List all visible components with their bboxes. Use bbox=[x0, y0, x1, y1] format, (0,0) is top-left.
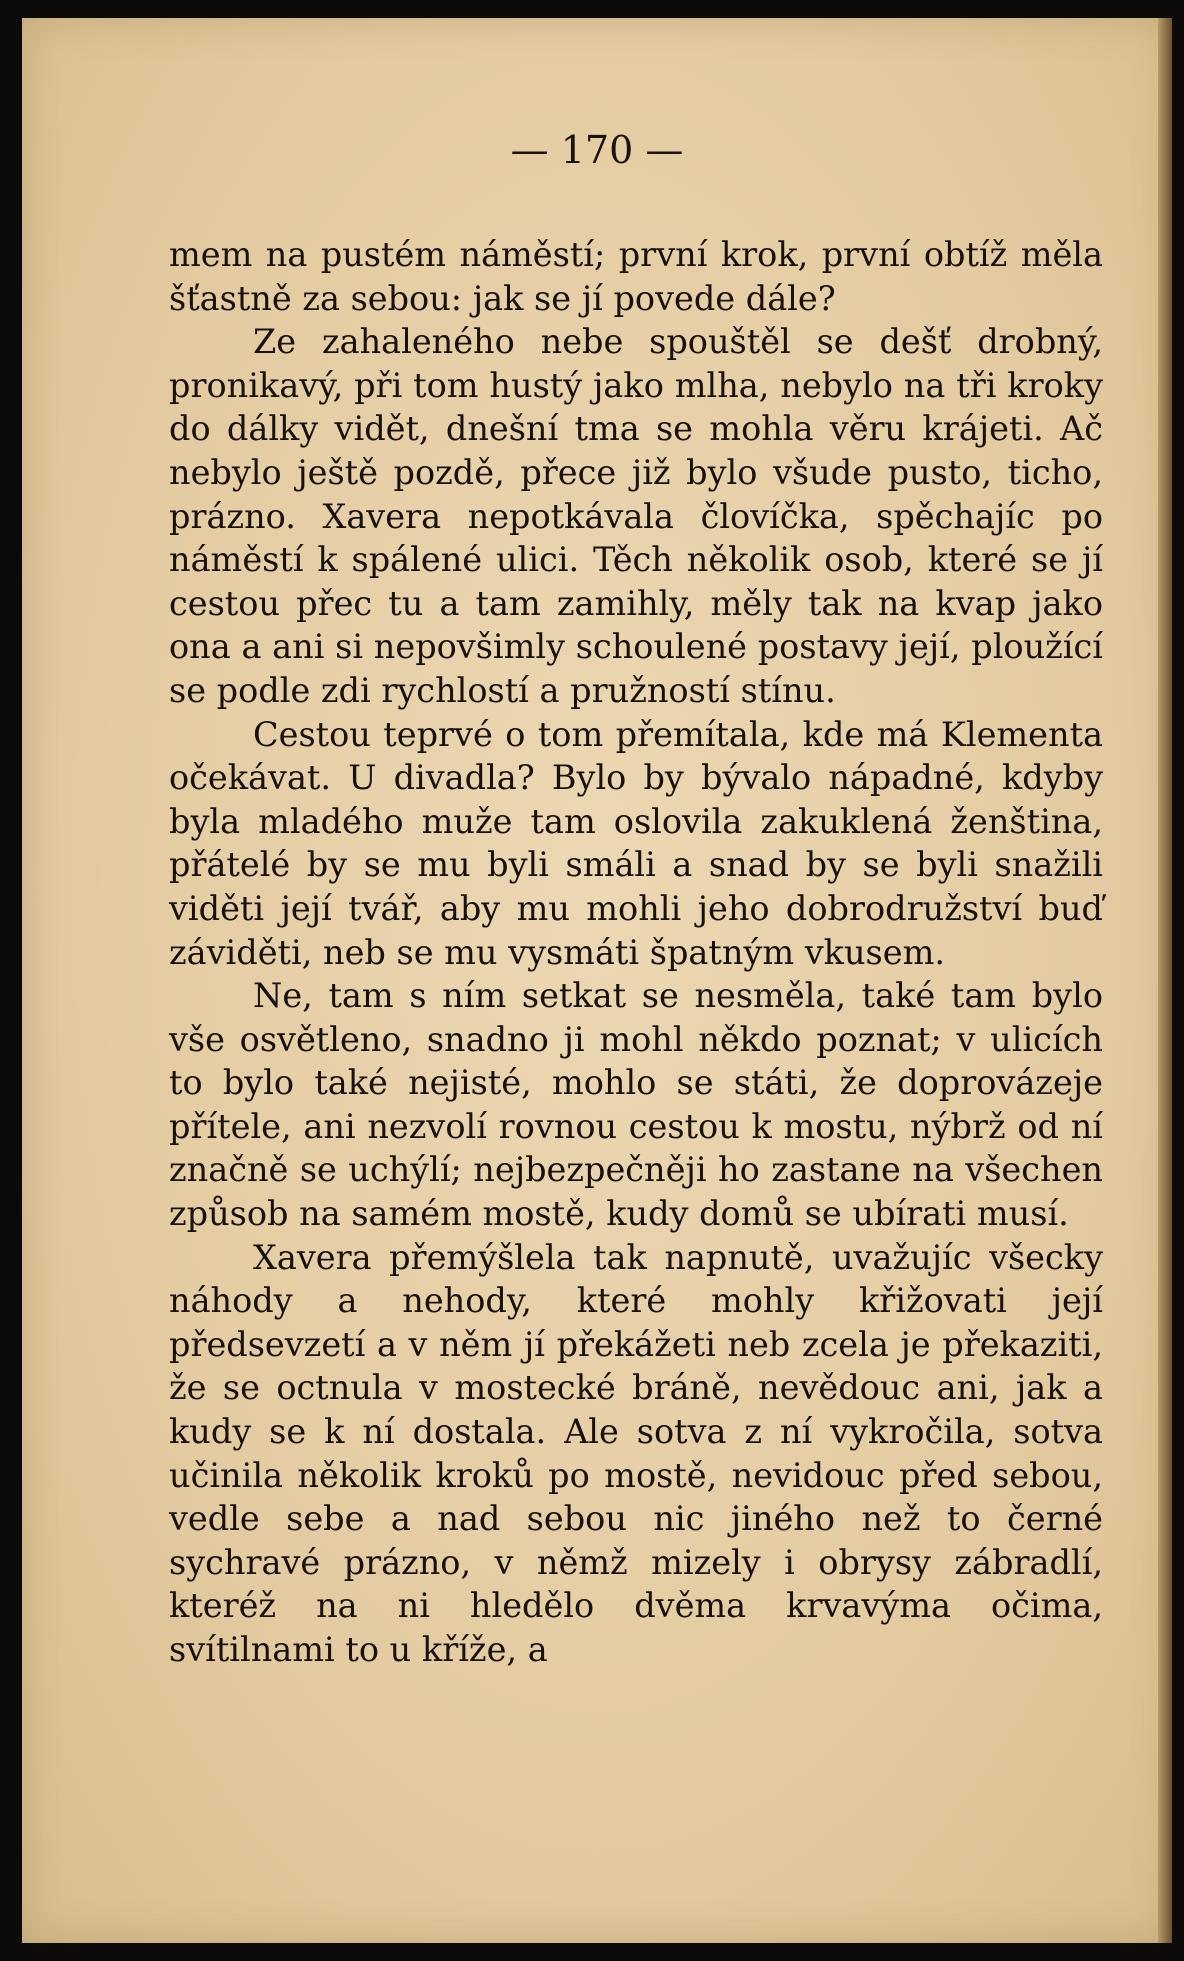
paragraph: Cestou teprvé o tom přemítala, kde má Klementa očekávat. U divadla? Bylo by bývalo nápadné, kdyby byla mladého muže tam oslovila zakuklená ženština, přátelé by se mu byli smáli a snad by se byli snažili viděti její tvář, aby mu mohli jeho dobrodružství buď záviděti, neb se mu vysmáti špatným vkusem. bbox=[169, 714, 1103, 972]
paragraph: mem na pustém náměstí; první krok, první obtíž měla šťastně za sebou: jak se jí povede dále? bbox=[169, 235, 1103, 318]
book-page bbox=[22, 18, 1172, 1943]
paragraph: Ze zahaleného nebe spouštěl se dešť drobný, pronikavý, při tom hustý jako mlha, nebylo na tři kroky do dálky vidět, dnešní tma se mohla věru krájeti. Ač nebylo ještě pozdě, přece již bylo všude pusto, ticho, prázno. Xavera nepotkávala človíčka, spěchajíc po náměstí k spálené ulici. Těch několik osob, které se jí cestou přec tu a tam zamihly, měly tak na kvap jako ona a ani si nepovšimly schoulené postavy její, ploužící se podle zdi rychlostí a pružností stínu. bbox=[169, 322, 1103, 710]
page-number: — 170 — bbox=[510, 128, 684, 172]
paragraph: Xavera přemýšlela tak napnutě, uvažujíc všecky náhody a nehody, které mohly křižovati její předsevzetí a v něm jí překážeti neb zcela je překaziti, že se octnula v mostecké bráně, nevědouc ani, jak a kudy se k ní dostala. Ale sotva z ní vykročila, sotva učinila několik kroků po mostě, nevidouc před sebou, vedle sebe a nad sebou nic jiného než to černé sychravé prázno, v němž mizely i obrysy zábradlí, kteréž na ni hledělo dvěma krvavýma očima, svítilnami to u kříže, a bbox=[169, 1237, 1103, 1669]
page-edge bbox=[1158, 18, 1172, 1943]
paragraph: Ne, tam s ním setkat se nesměla, také tam bylo vše osvětleno, snadno ji mohl někdo poznat; v ulicích to bylo také nejisté, mohlo se státi, že doprovázeje přítele, ani nezvolí rovnou cestou k mostu, nýbrž od ní značně se uchýlí; nejbezpečněji ho zastane na všechen způsob na samém mostě, kudy domů se ubírati musí. bbox=[169, 976, 1103, 1234]
body-text bbox=[169, 233, 1103, 1672]
